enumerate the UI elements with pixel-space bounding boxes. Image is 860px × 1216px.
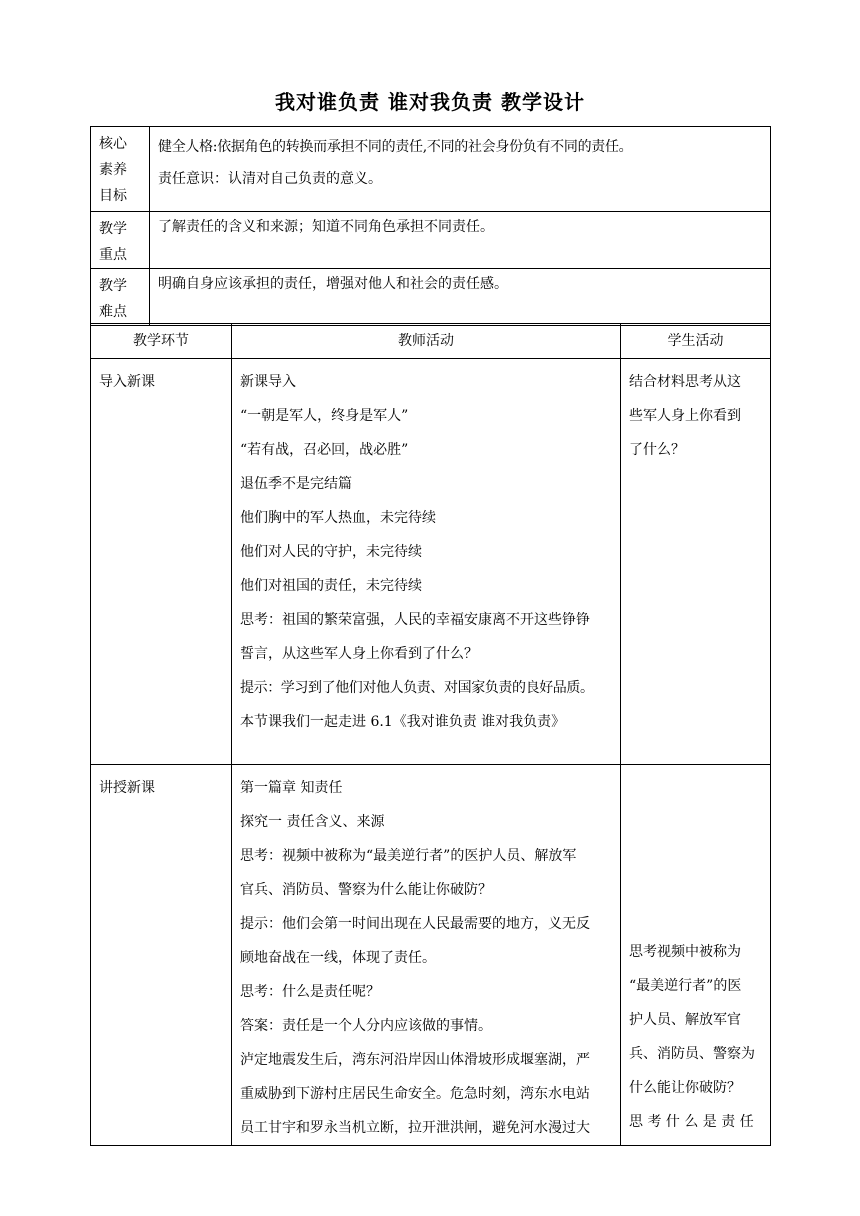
- table-header-row: [91, 324, 771, 359]
- lesson-table: [90, 323, 771, 1146]
- objective-row-key: [91, 212, 771, 269]
- objective-row-core: [91, 127, 771, 212]
- teacher-activity-cell: 新课导入 “一朝是军人，终身是军人” “若有战，召必回，战必胜” 退伍季不是完结篇 他们胸中的军人热血，未完待续 他们对人民的守护，未完待续 他们对祖国的责任，未完待续 思考：祖国的繁荣富强，人民的幸福安康离不开这些铮铮 誓言，从这些军人身上你看到了什么？ 提示：学习到了他们对他人负责、对国家负责的良好品质。 本节课我们一起走进 6.1《我对谁负责 谁对我负责》: [232, 359, 621, 765]
- objective-label: 教学 重点: [91, 212, 150, 269]
- header-stage: 教学环节: [91, 324, 232, 359]
- objective-text: 了解责任的含义和来源；知道不同角色承担不同责任。: [150, 212, 771, 269]
- objective-text: 健全人格:依据角色的转换而承担不同的责任,不同的社会身份负有不同的责任。 责任意识：认清对自己负责的意义。: [150, 127, 771, 212]
- stage-cell: 导入新课: [91, 359, 232, 765]
- objective-text: 明确自身应该承担的责任，增强对他人和社会的责任感。: [150, 269, 771, 326]
- objective-label: 教学 难点: [91, 269, 150, 326]
- header-student: 学生活动: [621, 324, 771, 359]
- header-teacher: 教师活动: [232, 324, 621, 359]
- table-row-teaching: [91, 765, 771, 1146]
- objective-row-difficulty: [91, 269, 771, 326]
- table-row-intro: [91, 359, 771, 765]
- student-activity-cell: 思考视频中被称为 “最美逆行者”的医 护人员、解放军官 兵、消防员、警察为 什么能让你破防？ 思 考 什 么 是 责 任: [621, 765, 771, 1146]
- student-activity-cell: 结合材料思考从这 些军人身上你看到 了什么？: [621, 359, 771, 765]
- objectives-table: [90, 126, 771, 326]
- teacher-activity-cell: 第一篇章 知责任 探究一 责任含义、来源 思考：视频中被称为“最美逆行者”的医护人员、解放军 官兵、消防员、警察为什么能让你破防？ 提示：他们会第一时间出现在人民最需要的地方，义无反 顾地奋战在一线，体现了责任。 思考：什么是责任呢？ 答案：责任是一个人分内应该做的事情。 泸定地震发生后，湾东河沿岸因山体滑坡形成堰塞湖，严 重威胁到下游村庄居民生命安全。危急时刻，湾东水电站 员工甘宇和罗永当机立断，拉开泄洪闸，避免河水漫过大: [232, 765, 621, 1146]
- stage-cell: 讲授新课: [91, 765, 232, 1146]
- objective-label: 核心 素养 目标: [91, 127, 150, 212]
- document-title: 我对谁负责 谁对我负责 教学设计: [275, 90, 585, 114]
